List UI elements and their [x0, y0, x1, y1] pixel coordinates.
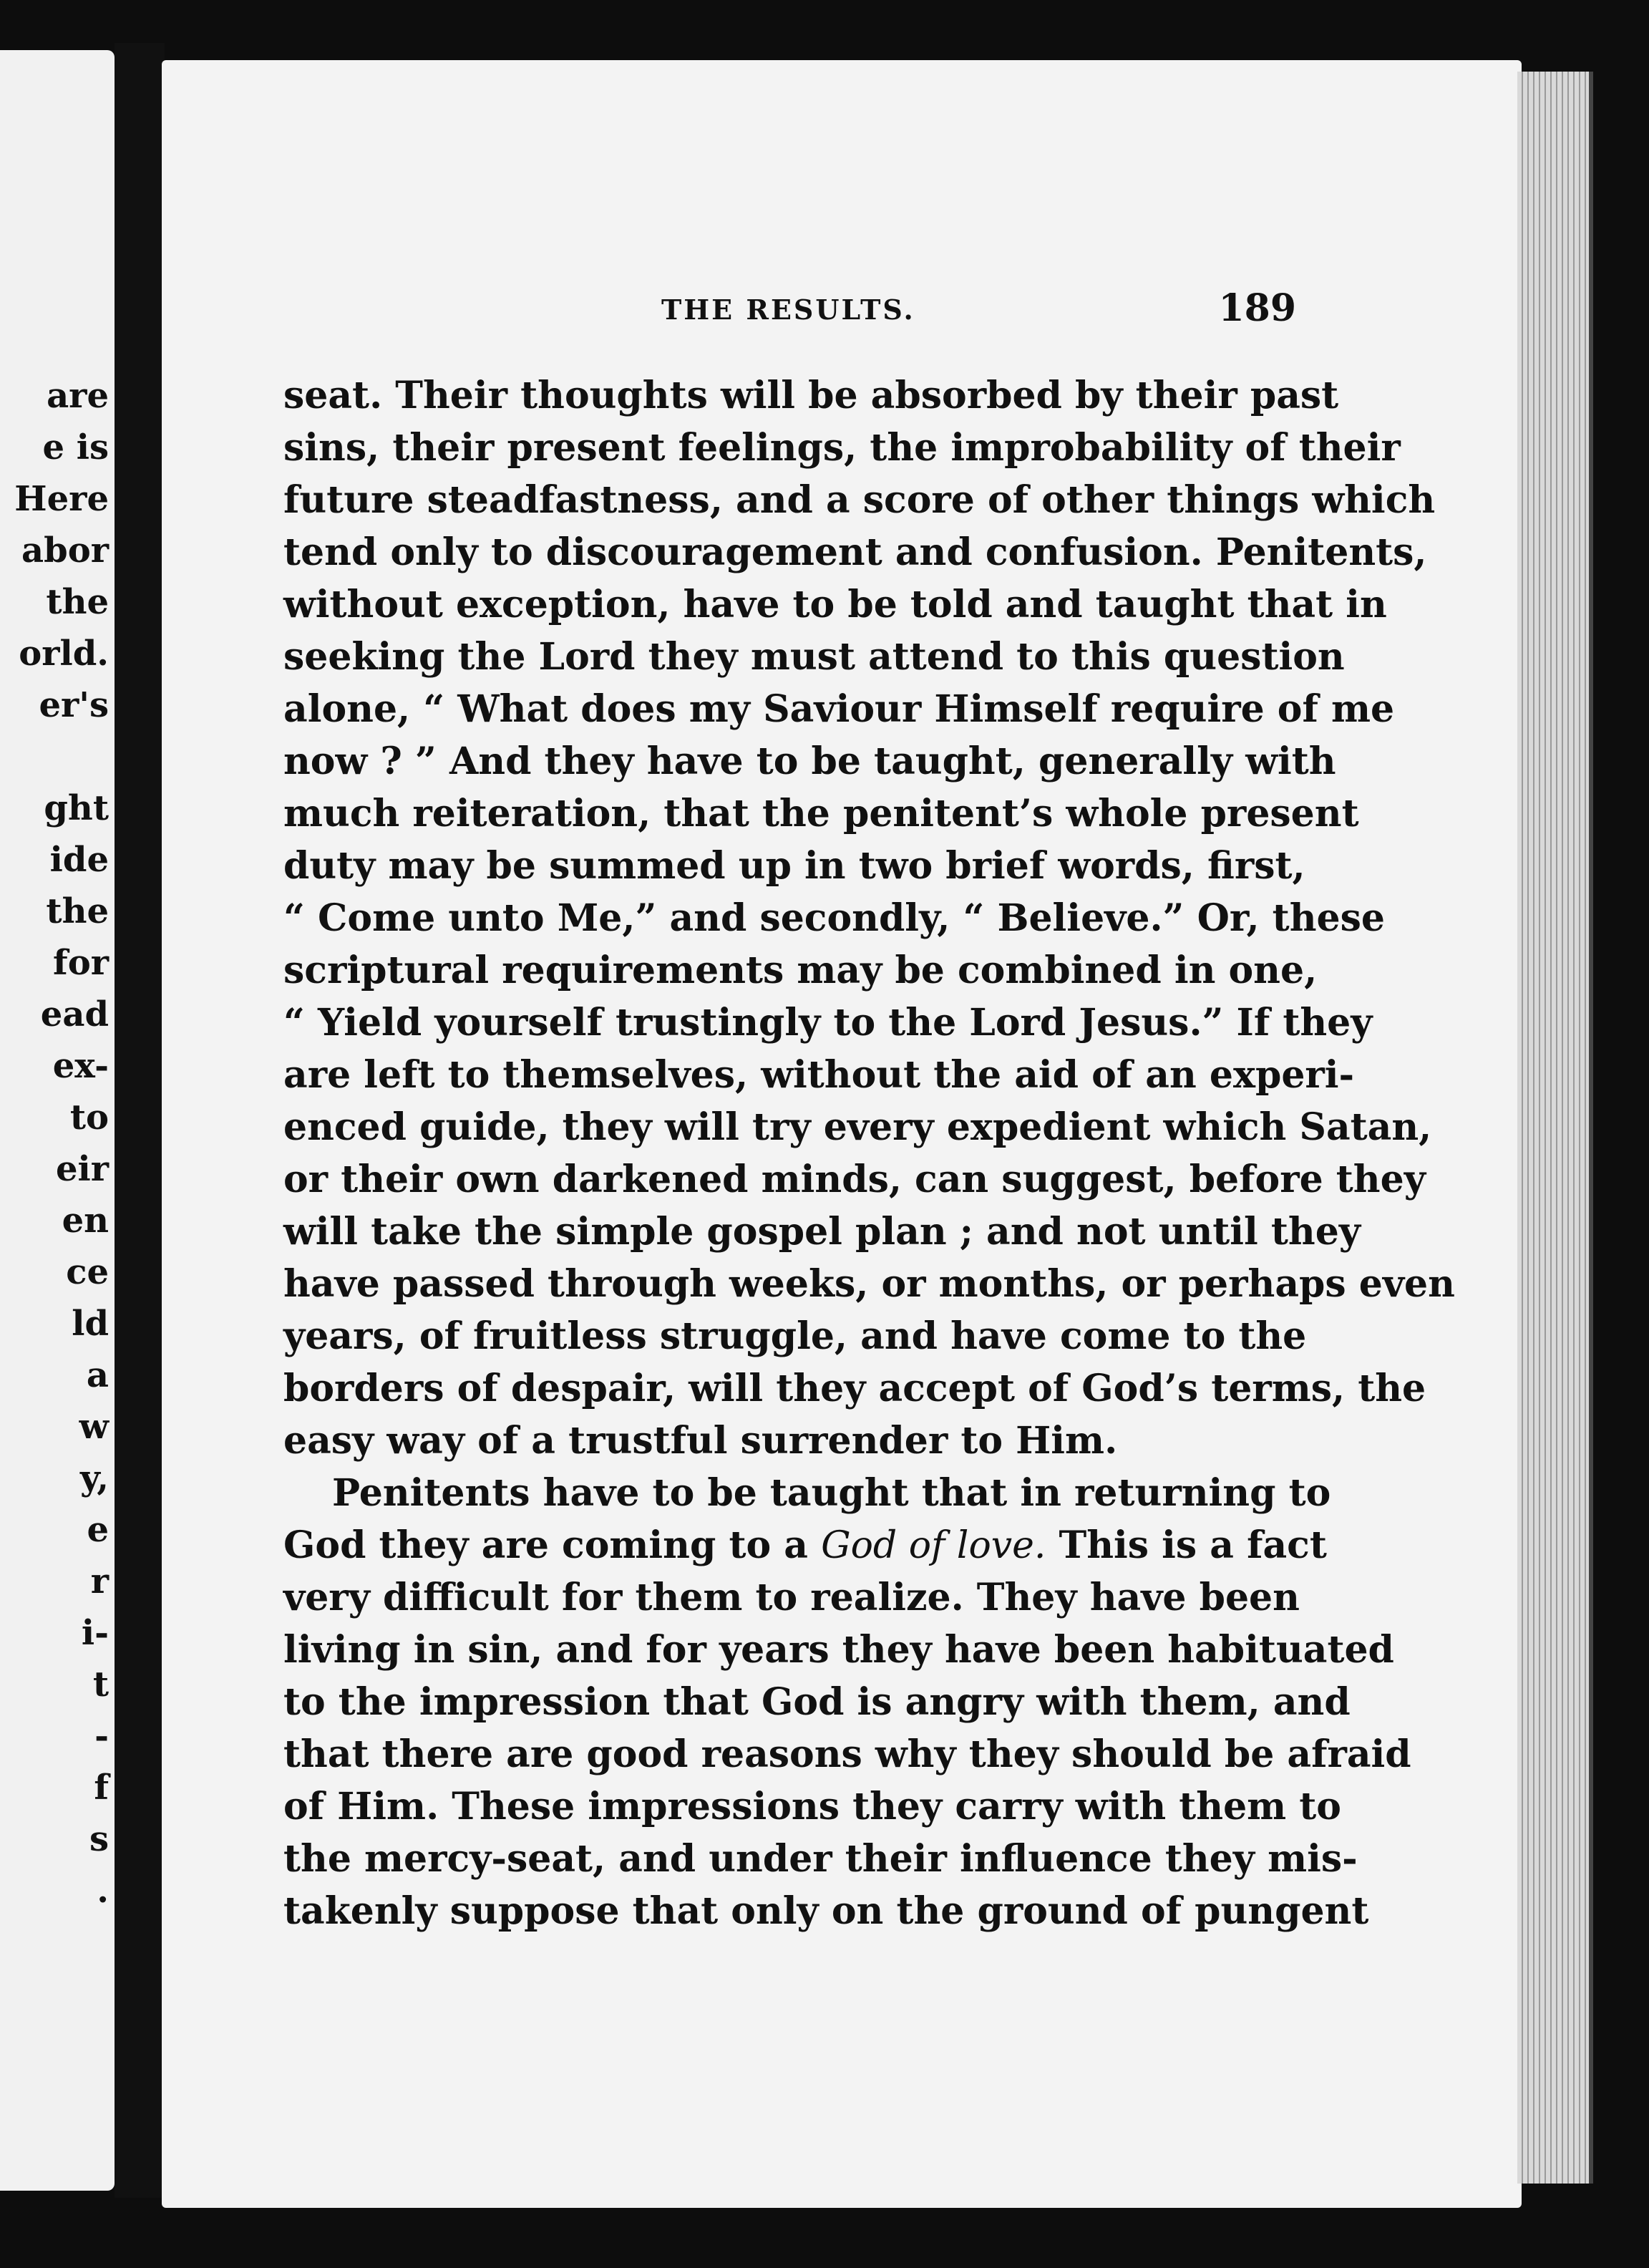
left-page-fragment: e is [42, 427, 109, 467]
text-line: “ Yield yourself trustingly to the Lord Jesus.” If they [283, 1001, 1373, 1045]
left-page-fragment: to [69, 1097, 109, 1138]
body-text [283, 369, 1455, 1937]
left-page-fragment: . [97, 1871, 109, 1911]
left-page-fragment: orld. [19, 634, 109, 674]
left-page-fragment: y, [79, 1458, 109, 1498]
text-line: of Him. These impressions they carry with them to [283, 1785, 1341, 1828]
text-line: that there are good reasons why they should be afraid [283, 1732, 1411, 1776]
left-page-fragment: ght [44, 788, 109, 828]
text-line: without exception, have to be told and taught that in [283, 583, 1387, 626]
left-page-fragment: t [92, 1664, 109, 1705]
text-line: are left to themselves, without the aid of an experi- [283, 1053, 1355, 1097]
left-page-fragment: Here [14, 479, 109, 519]
left-page-fragment: en [62, 1201, 109, 1241]
left-page [0, 50, 115, 2191]
text-line: years, of fruitless struggle, and have come to the [283, 1314, 1307, 1358]
left-page-fragment: ex- [52, 1046, 109, 1086]
left-page-fragment: ce [66, 1252, 109, 1292]
text-line: have passed through weeks, or months, or perhaps even [283, 1262, 1455, 1306]
left-page-fragment: the [46, 891, 109, 931]
left-page-fragment: s [89, 1819, 109, 1859]
left-page-fragment: are [47, 376, 109, 416]
text-line: borders of despair, will they accept of God’s terms, the [283, 1367, 1426, 1410]
text-line: Penitents have to be taught that in returning to [332, 1471, 1331, 1515]
left-page-fragment: f [94, 1768, 109, 1808]
running-head: THE RESULTS. [661, 294, 915, 326]
text-line: or their own darkened minds, can suggest, before they [283, 1158, 1426, 1201]
page-header [283, 286, 1296, 336]
text-line: “ Come unto Me,” and secondly, “ Believe.” Or, these [283, 896, 1385, 940]
text-line: now ? ” And they have to be taught, generally with [283, 740, 1336, 783]
text-line: living in sin, and for years they have been habituated [283, 1628, 1394, 1672]
text-line: tend only to discouragement and confusion. Penitents, [283, 530, 1427, 574]
left-page-fragment: ld [72, 1304, 109, 1344]
book-gutter [115, 43, 165, 2198]
text-line: the mercy-seat, and under their influence they mis- [283, 1837, 1358, 1881]
left-page-fragment: for [53, 943, 109, 983]
left-page-fragment: i- [81, 1613, 109, 1653]
left-page-fragment: er's [39, 685, 109, 725]
text-line: very difficult for them to realize. They have been [283, 1576, 1300, 1619]
text-line: scriptural requirements may be combined in one, [283, 949, 1318, 992]
left-page-fragment: r [90, 1561, 109, 1601]
text-line: seat. Their thoughts will be absorbed by their past [283, 374, 1339, 417]
text-line: seeking the Lord they must attend to this question [283, 635, 1345, 679]
text-span: God they are coming to a [283, 1523, 808, 1567]
left-page-fragment: w [79, 1407, 109, 1447]
left-page-fragment: abor [21, 530, 109, 571]
left-page-fragment: e [87, 1510, 109, 1550]
text-line [283, 1519, 1327, 1571]
text-line: takenly suppose that only on the ground of pungent [283, 1889, 1369, 1933]
text-line: enced guide, they will try every expedient which Satan, [283, 1105, 1432, 1149]
page-edges [1517, 72, 1593, 2184]
text-line: duty may be summed up in two brief words, first, [283, 844, 1305, 888]
text-line: much reiteration, that the penitent’s whole present [283, 792, 1359, 835]
text-line: sins, their present feelings, the improbability of their [283, 426, 1401, 470]
text-line: to the impression that God is angry with them, and [283, 1680, 1351, 1724]
page-number: 189 [1218, 286, 1296, 330]
left-page-fragment: a [86, 1355, 109, 1395]
italic-phrase: God of love. [821, 1524, 1046, 1567]
left-page-fragment: ead [40, 994, 109, 1034]
left-page-fragment: - [94, 1716, 109, 1756]
left-page-fragment: the [46, 582, 109, 622]
left-page-fragment: ide [49, 840, 109, 880]
text-line: future steadfastness, and a score of other things which [283, 478, 1436, 522]
text-span: This is a fact [1046, 1523, 1327, 1567]
text-line: will take the simple gospel plan ; and not until they [283, 1210, 1361, 1254]
left-page-fragment: eir [55, 1149, 109, 1189]
text-line: easy way of a trustful surrender to Him. [283, 1419, 1118, 1463]
text-line: alone, “ What does my Saviour Himself require of me [283, 687, 1395, 731]
